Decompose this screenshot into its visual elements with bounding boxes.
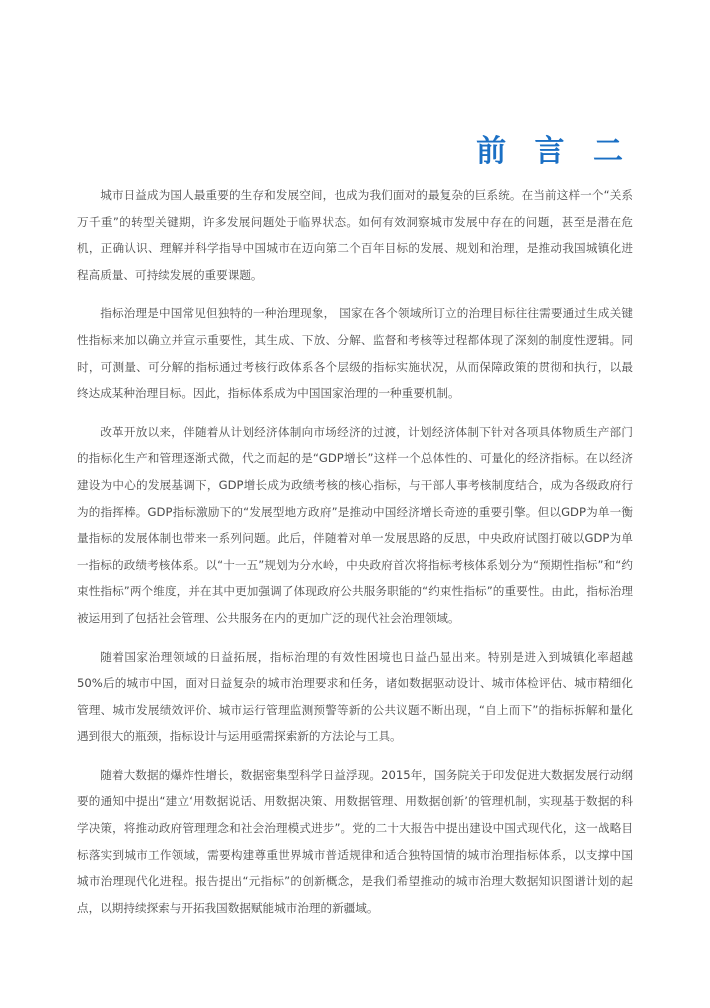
body-text: [77, 182, 633, 933]
page-title: 前 言 二: [476, 134, 632, 169]
paragraph-3: 改革开放以来，伴随着从计划经济体制向市场经济的过渡，计划经济体制下针对各项具体物质生产部门的指标化生产和管理逐渐式微，代之而起的是“GDP增长”这样一个总体性的、可量化的经济指标。在以经济建设为中心的发展基调下，GDP增长成为政绩考核的核心指标，与干部人事考核制度结合，成为各级政府行为的指挥棒。GDP指标激励下的“发展型地方政府”是推动中国经济增长奇迹的重要引擎。但以GDP为单一衡量指标的发展体制也带来一系列问题。此后，伴随着对单一发展思路的反思，中央政府试图打破以GDP为单一指标的政绩考核体系。以“十一五”规划为分水岭，中央政府首次将指标考核体系划分为“预期性指标”和“约束性指标”两个维度，并在其中更加强调了体现政府公共服务职能的“约束性指标”的重要性。由此，指标治理被运用到了包括社会管理、公共服务在内的更加广泛的现代社会治理领域。: [77, 424, 633, 625]
paragraph-4: 随着国家治理领域的日益拓展，指标治理的有效性困境也日益凸显出来。特别是进入到城镇化率超越50%后的城市中国，面对日益复杂的城市治理要求和任务，诸如数据驱动设计、城市体检评估、城市精细化管理、城市发展绩效评价、城市运行管理监测预警等新的公共议题不断出现，“自上而下”的指标拆解和量化遇到很大的瓶颈，指标设计与运用亟需探索新的方法论与工具。: [77, 649, 633, 744]
paragraph-2: 指标治理是中国常见但独特的一种治理现象， 国家在各个领域所订立的治理目标往往需要通过生成关键性指标来加以确立并宣示重要性，其生成、下放、分解、监督和考核等过程都体现了深刻的制度性逻辑。同时，可测量、可分解的指标通过考核行政体系各个层级的指标实施状况，从而保障政策的贯彻和执行，以最终达成某种治理目标。因此，指标体系成为中国国家治理的一种重要机制。: [77, 306, 633, 401]
paragraph-5: 随着大数据的爆炸性增长，数据密集型科学日益浮现。2015年，国务院关于印发促进大数据发展行动纲要的通知中提出“建立‘用数据说话、用数据决策、用数据管理、用数据创新’的管理机制，实现基于数据的科学决策，将推动政府管理理念和社会治理模式进步”。党的二十大报告中提出建设中国式现代化，这一战略目标落实到城市工作领域，需要构建尊重世界城市普适规律和适合独特国情的城市治理指标体系，以支撑中国城市治理现代化进程。报告提出“元指标”的创新概念，是我们希望推动的城市治理大数据知识图谱计划的起点，以期持续探索与开拓我国数据赋能城市治理的新疆域。: [77, 767, 633, 915]
paragraph-1: 城市日益成为国人最重要的生存和发展空间，也成为我们面对的最复杂的巨系统。在当前这样一个“关系万千重”的转型关键期，许多发展问题处于临界状态。如何有效洞察城市发展中存在的问题，甚至是潜在危机，正确认识、理解并科学指导中国城市在迈向第二个百年目标的发展、规划和治理，是推动我国城镇化进程高质量、可持续发展的重要课题。: [77, 188, 633, 282]
